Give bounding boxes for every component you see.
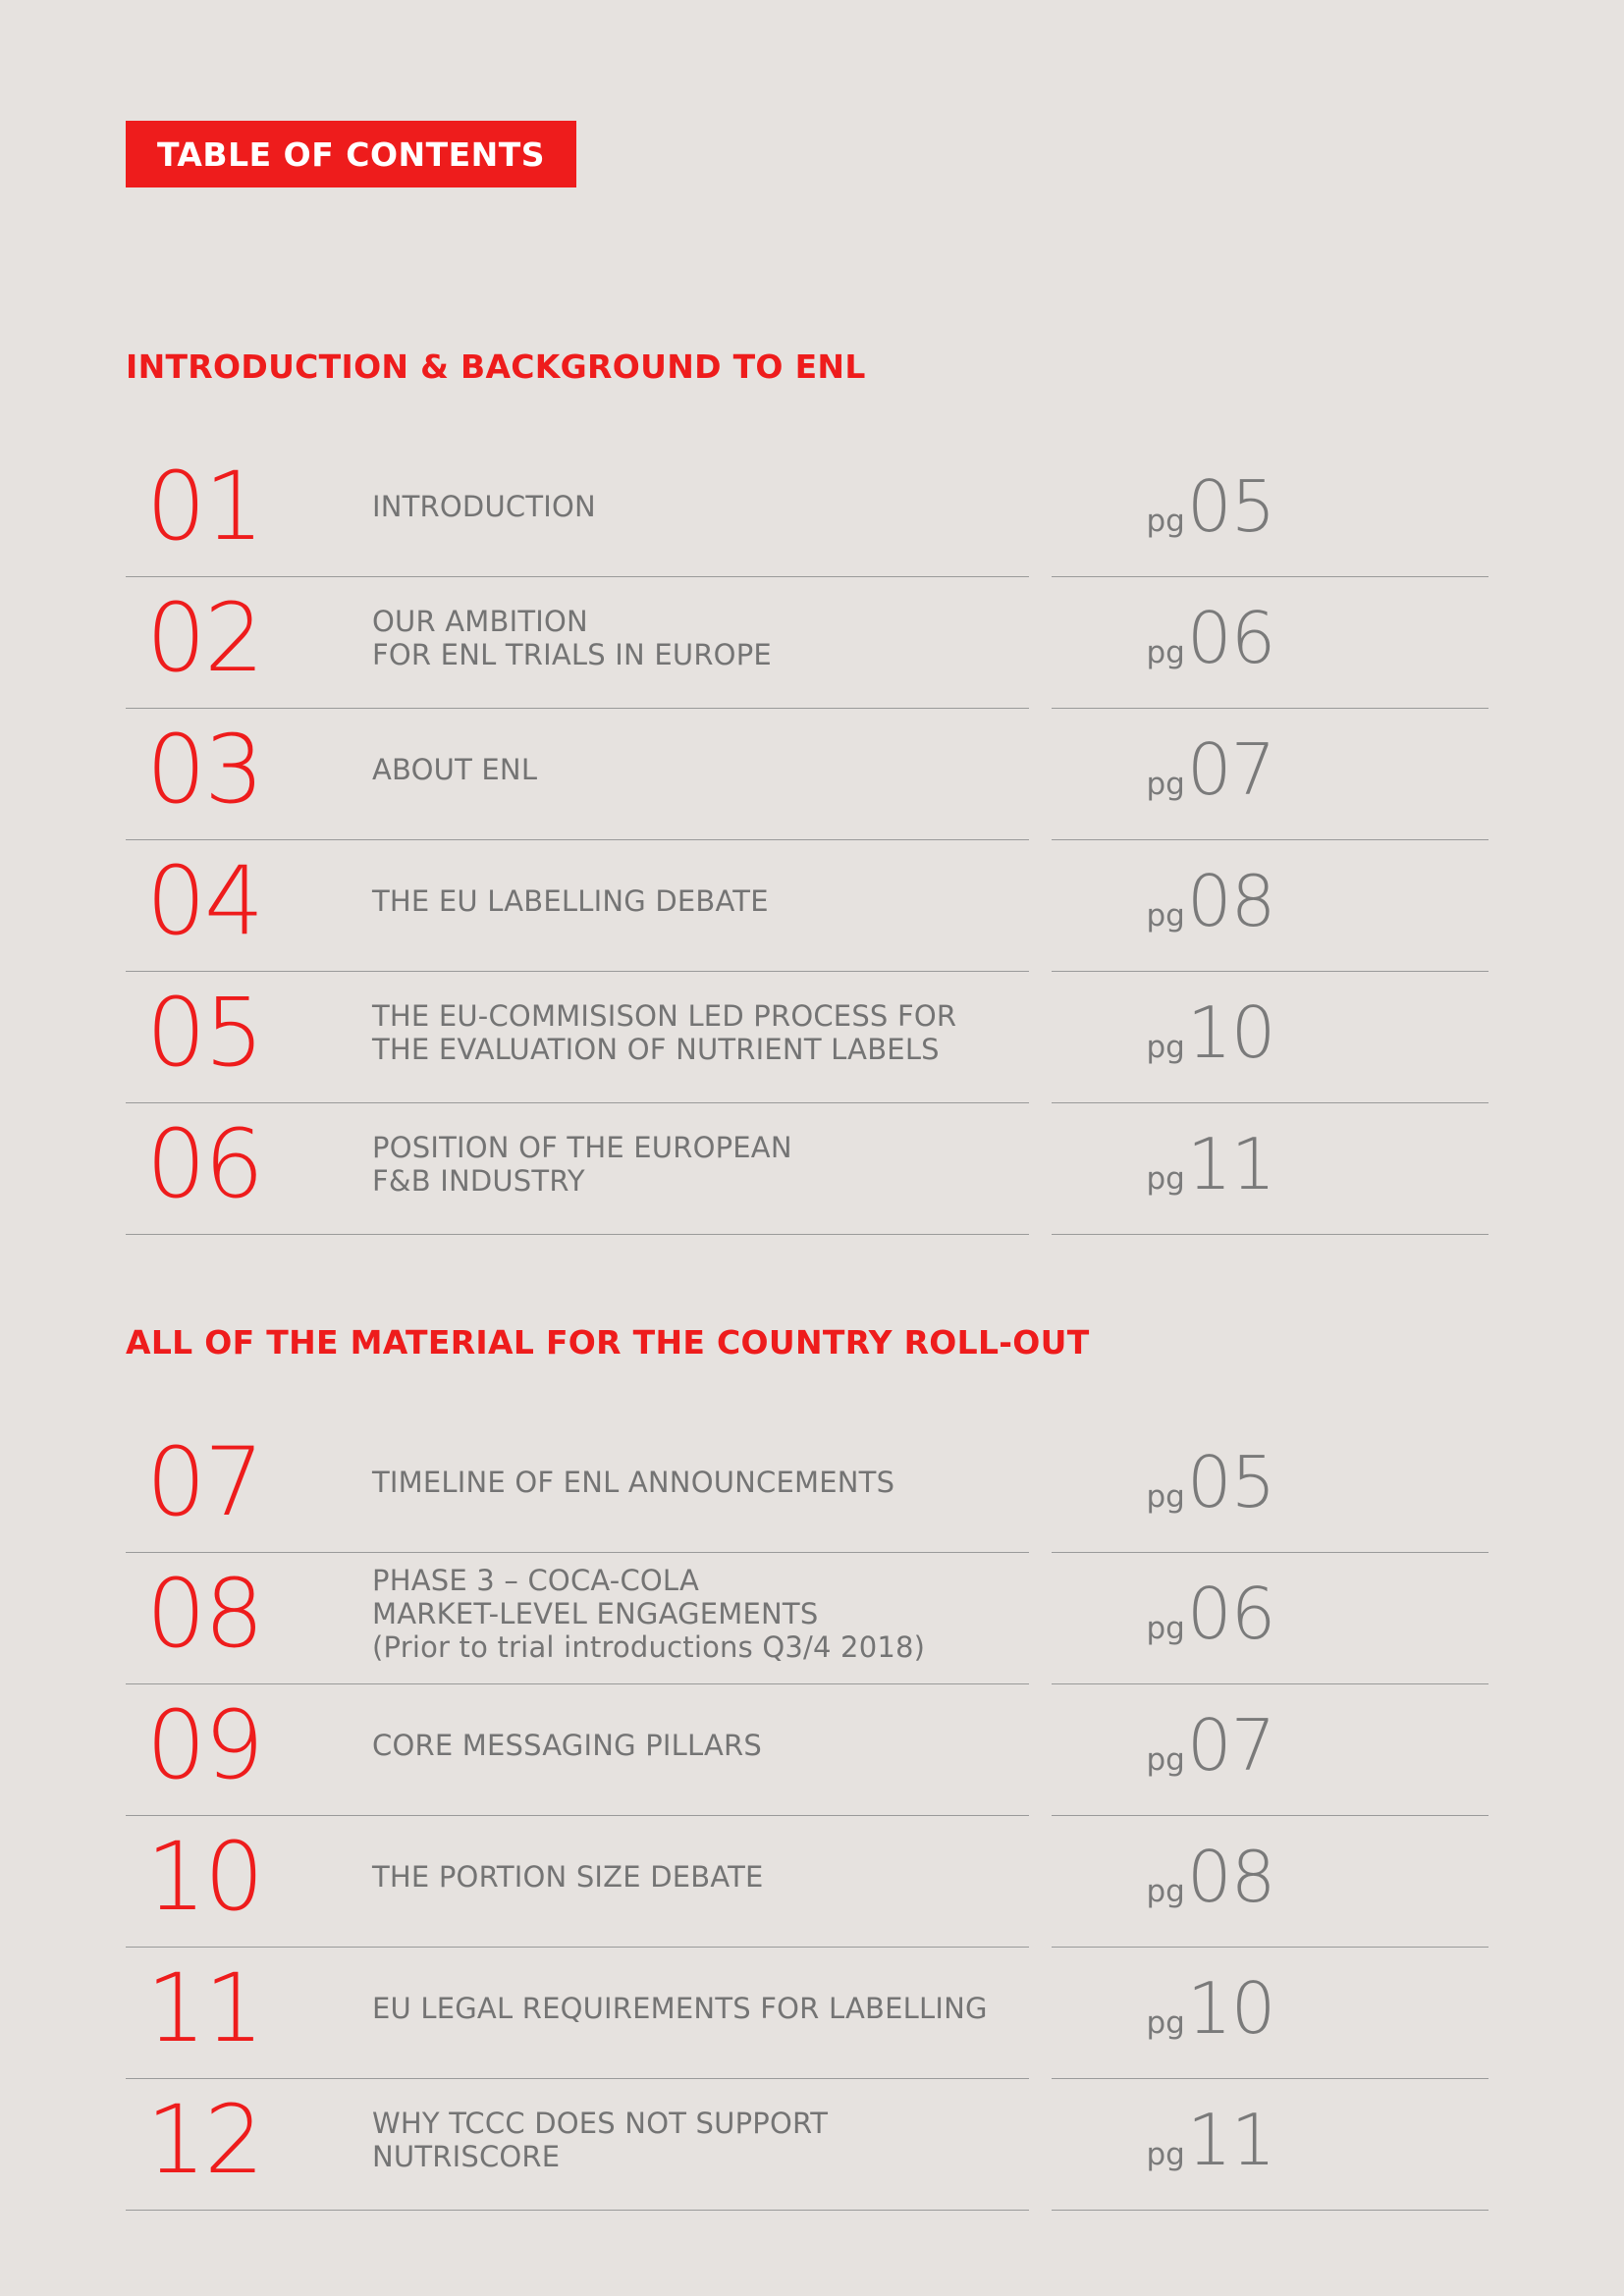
entry-title-line: F&B INDUSTRY bbox=[372, 1164, 585, 1198]
page-number: 10 bbox=[1186, 991, 1275, 1074]
entry-title bbox=[372, 1553, 1158, 1675]
entry-title bbox=[372, 1421, 1158, 1543]
section-country-rollout bbox=[126, 1313, 1489, 2211]
entry-page-ref bbox=[1049, 709, 1373, 830]
entry-title bbox=[372, 2079, 1158, 2201]
entry-page-ref bbox=[1049, 1684, 1373, 1806]
page-number: 05 bbox=[1186, 465, 1275, 548]
page-number: 06 bbox=[1186, 597, 1275, 679]
section-heading: ALL OF THE MATERIAL FOR THE COUNTRY ROLL-OUT bbox=[126, 1323, 1090, 1362]
entry-number: 08 bbox=[145, 1559, 263, 1669]
toc-entry[interactable] bbox=[126, 1948, 1489, 2079]
entry-title bbox=[372, 709, 1158, 830]
entry-page-ref bbox=[1049, 972, 1373, 1094]
page-number: 08 bbox=[1186, 860, 1275, 942]
entry-title-line: TIMELINE OF ENL ANNOUNCEMENTS bbox=[372, 1466, 895, 1499]
entry-title bbox=[372, 1103, 1158, 1225]
page-number: 10 bbox=[1186, 1967, 1275, 2050]
entry-title-line: POSITION OF THE EUROPEAN bbox=[372, 1131, 792, 1164]
entry-title-line: FOR ENL TRIALS IN EUROPE bbox=[372, 638, 772, 671]
page-prefix: pg bbox=[1146, 1742, 1185, 1778]
entry-title bbox=[372, 972, 1158, 1094]
toc-entry[interactable] bbox=[126, 972, 1489, 1103]
entry-number: 01 bbox=[145, 452, 263, 561]
entry-title-line: CORE MESSAGING PILLARS bbox=[372, 1729, 763, 1762]
entry-number: 10 bbox=[145, 1822, 263, 1932]
toc-entry[interactable] bbox=[126, 446, 1489, 577]
entry-page-ref bbox=[1049, 577, 1373, 699]
page-prefix: pg bbox=[1146, 1874, 1185, 1909]
entry-title-line: NUTRISCORE bbox=[372, 2140, 561, 2173]
entry-page-ref bbox=[1049, 1421, 1373, 1543]
toc-list bbox=[126, 1421, 1489, 2211]
entry-page-ref bbox=[1049, 2079, 1373, 2201]
entry-title bbox=[372, 446, 1158, 567]
page-prefix: pg bbox=[1146, 1611, 1185, 1646]
entry-title-line: MARKET-LEVEL ENGAGEMENTS bbox=[372, 1597, 819, 1630]
entry-page-ref bbox=[1049, 446, 1373, 567]
entry-title-line: THE PORTION SIZE DEBATE bbox=[372, 1860, 764, 1894]
entry-title bbox=[372, 840, 1158, 962]
entry-title bbox=[372, 1816, 1158, 1938]
table-of-contents-badge: TABLE OF CONTENTS bbox=[126, 121, 576, 187]
entry-title bbox=[372, 1684, 1158, 1806]
page-prefix: pg bbox=[1146, 1479, 1185, 1515]
page-prefix: pg bbox=[1146, 635, 1185, 670]
entry-page-ref bbox=[1049, 1948, 1373, 2069]
entry-number: 02 bbox=[145, 583, 263, 693]
entry-title-line: THE EU-COMMISISON LED PROCESS FOR bbox=[372, 999, 957, 1033]
page-number: 05 bbox=[1186, 1441, 1275, 1523]
page-number: 08 bbox=[1186, 1836, 1275, 1918]
toc-list bbox=[126, 446, 1489, 1235]
page-prefix: pg bbox=[1146, 2005, 1185, 2041]
toc-entry[interactable] bbox=[126, 1553, 1489, 1684]
entry-title-line: INTRODUCTION bbox=[372, 490, 596, 523]
entry-number: 12 bbox=[145, 2085, 263, 2195]
page-number: 11 bbox=[1186, 2099, 1275, 2181]
entry-number: 05 bbox=[145, 978, 263, 1088]
toc-entry[interactable] bbox=[126, 709, 1489, 840]
toc-entry[interactable] bbox=[126, 1421, 1489, 1553]
toc-entry[interactable] bbox=[126, 577, 1489, 709]
divider-line bbox=[1052, 2210, 1489, 2211]
entry-title-line: OUR AMBITION bbox=[372, 605, 588, 638]
page-number: 07 bbox=[1186, 728, 1275, 811]
page-number: 06 bbox=[1186, 1573, 1275, 1655]
page-number: 07 bbox=[1186, 1704, 1275, 1787]
page-prefix: pg bbox=[1146, 2137, 1185, 2172]
entry-title bbox=[372, 1948, 1158, 2069]
entry-title-line: EU LEGAL REQUIREMENTS FOR LABELLING bbox=[372, 1992, 988, 2025]
entry-title-line: WHY TCCC DOES NOT SUPPORT bbox=[372, 2107, 829, 2140]
toc-entry[interactable] bbox=[126, 1103, 1489, 1235]
entry-title-line: THE EU LABELLING DEBATE bbox=[372, 884, 769, 918]
entry-page-ref bbox=[1049, 1816, 1373, 1938]
toc-entry[interactable] bbox=[126, 840, 1489, 972]
page-prefix: pg bbox=[1146, 1030, 1185, 1065]
entry-number: 03 bbox=[145, 715, 263, 825]
entry-title-line: PHASE 3 – COCA-COLA bbox=[372, 1564, 699, 1597]
entry-title-line: ABOUT ENL bbox=[372, 753, 538, 786]
page-prefix: pg bbox=[1146, 504, 1185, 539]
toc-entry[interactable] bbox=[126, 1816, 1489, 1948]
entry-number: 09 bbox=[145, 1690, 263, 1800]
page-prefix: pg bbox=[1146, 1161, 1185, 1197]
toc-entry[interactable] bbox=[126, 1684, 1489, 1816]
entry-title bbox=[372, 577, 1158, 699]
divider-line bbox=[126, 2210, 1029, 2211]
page-prefix: pg bbox=[1146, 898, 1185, 934]
entry-page-ref bbox=[1049, 1553, 1373, 1675]
section-heading: INTRODUCTION & BACKGROUND TO ENL bbox=[126, 347, 866, 386]
entry-page-ref bbox=[1049, 840, 1373, 962]
entry-page-ref bbox=[1049, 1103, 1373, 1225]
entry-number: 11 bbox=[145, 1953, 263, 2063]
entry-number: 04 bbox=[145, 846, 263, 956]
page-number: 11 bbox=[1186, 1123, 1275, 1205]
divider-line bbox=[126, 1234, 1029, 1235]
page-prefix: pg bbox=[1146, 767, 1185, 802]
entry-title-line: THE EVALUATION OF NUTRIENT LABELS bbox=[372, 1033, 940, 1066]
entry-number: 06 bbox=[145, 1109, 263, 1219]
toc-entry[interactable] bbox=[126, 2079, 1489, 2211]
entry-title-line: (Prior to trial introductions Q3/4 2018) bbox=[372, 1630, 926, 1664]
entry-number: 07 bbox=[145, 1427, 263, 1537]
divider-line bbox=[1052, 1234, 1489, 1235]
section-introduction bbox=[126, 338, 1489, 1235]
